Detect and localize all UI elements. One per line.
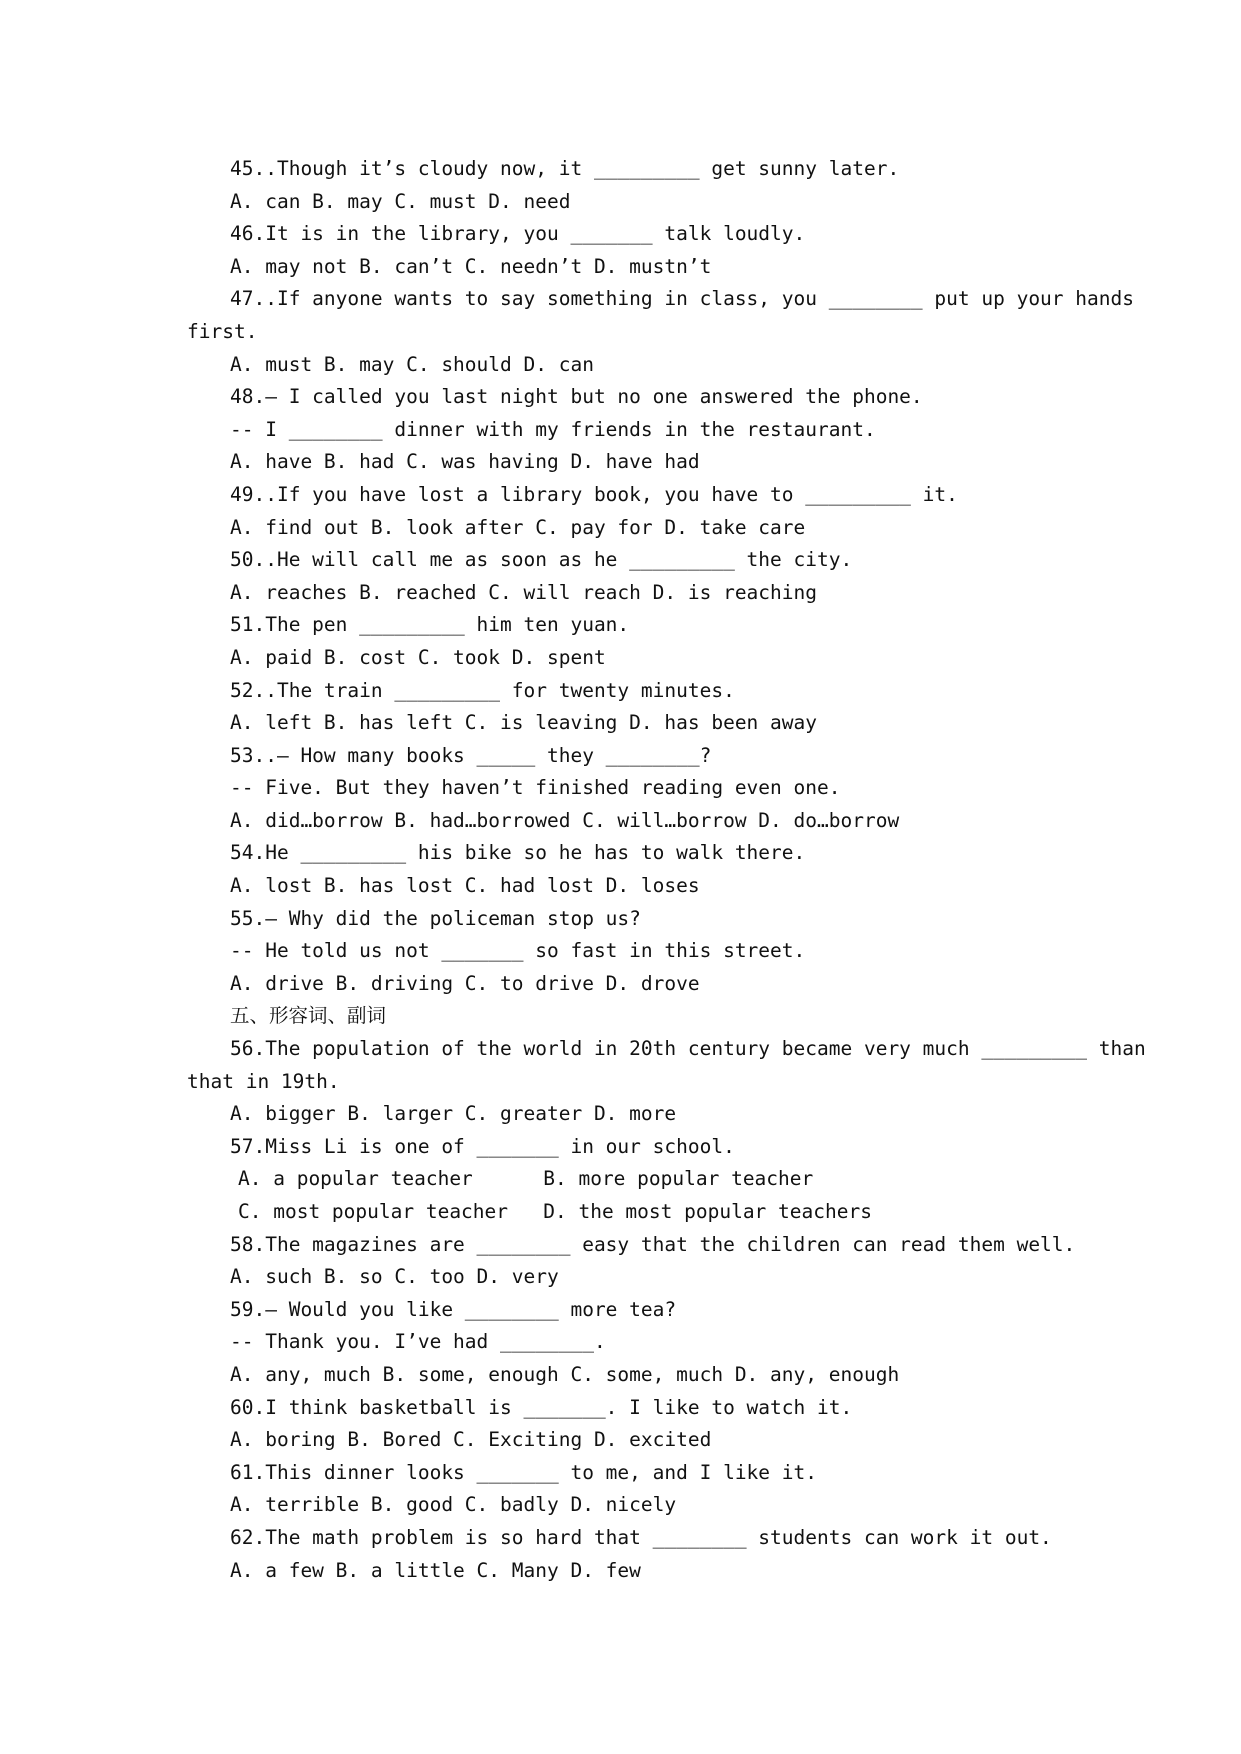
question-54: 54.He _________ his bike so he has to walk there.	[230, 841, 806, 865]
question-62: 62.The math problem is so hard that ________ students can work it out.	[230, 1525, 1052, 1549]
options-60: A. boring B. Bored C. Exciting D. excited	[230, 1428, 712, 1452]
options-52: A. left B. has left C. is leaving D. has been away	[230, 711, 817, 735]
options-57-row-2: C. most popular teacher D. the most popular teachers	[238, 1200, 872, 1223]
question-57: 57.Miss Li is one of _______ in our school.	[230, 1134, 735, 1158]
options-56: A. bigger B. larger C. greater D. more	[230, 1102, 677, 1126]
question-50: 50..He will call me as soon as he _________ the city.	[230, 548, 853, 572]
question-59-reply: -- Thank you. I’ve had ________.	[230, 1330, 606, 1354]
question-47-continued: first.	[187, 319, 258, 343]
options-49: A. find out B. look after C. pay for D. take care	[230, 515, 806, 539]
question-60: 60.I think basketball is _______. I like to watch it.	[230, 1395, 853, 1419]
question-55-reply: -- He told us not _______ so fast in this street.	[230, 939, 806, 963]
options-45: A. can B. may C. must D. need	[230, 189, 571, 213]
options-50: A. reaches B. reached C. will reach D. is reaching	[230, 580, 817, 604]
options-62: A. a few B. a little C. Many D. few	[230, 1558, 641, 1582]
question-45: 45..Though it’s cloudy now, it _________ get sunny later.	[230, 157, 900, 180]
options-47: A. must B. may C. should D. can	[230, 352, 594, 376]
question-55: 55.– Why did the policeman stop us?	[230, 906, 641, 930]
options-48: A. have B. had C. was having D. have had	[230, 450, 700, 474]
question-49: 49..If you have lost a library book, you have to _________ it.	[230, 482, 958, 506]
question-56-continued: that in 19th.	[187, 1069, 340, 1093]
options-58: A. such B. so C. too D. very	[230, 1265, 559, 1289]
options-59: A. any, much B. some, enough C. some, much D. any, enough	[230, 1362, 900, 1386]
question-59: 59.– Would you like ________ more tea?	[230, 1297, 677, 1321]
question-47: 47..If anyone wants to say something in class, you ________ put up your hands	[230, 287, 1134, 311]
exercise-list	[187, 153, 1146, 1587]
question-51: 51.The pen _________ him ten yuan.	[230, 613, 630, 637]
options-51: A. paid B. cost C. took D. spent	[230, 645, 606, 669]
question-56: 56.The population of the world in 20th century became very much _________ than	[230, 1037, 1146, 1061]
question-61: 61.This dinner looks _______ to me, and I like it.	[230, 1460, 817, 1484]
options-53: A. did…borrow B. had…borrowed C. will…borrow D. do…borrow	[230, 808, 900, 832]
question-53-reply: -- Five. But they haven’t finished reading even one.	[230, 776, 841, 800]
options-54: A. lost B. has lost C. had lost D. loses	[230, 874, 700, 898]
question-52: 52..The train _________ for twenty minutes.	[230, 678, 735, 702]
options-57-row-1: A. a popular teacher B. more popular teacher	[238, 1167, 814, 1191]
question-46: 46.It is in the library, you _______ talk loudly.	[230, 222, 806, 246]
options-61: A. terrible B. good C. badly D. nicely	[230, 1493, 677, 1517]
options-55: A. drive B. driving C. to drive D. drove	[230, 971, 700, 995]
question-53: 53..– How many books _____ they ________?	[230, 743, 712, 767]
question-48: 48.– I called you last night but no one answered the phone.	[230, 385, 923, 409]
options-46: A. may not B. can’t C. needn’t D. mustn’t	[230, 254, 712, 278]
question-58: 58.The magazines are ________ easy that the children can read them well.	[230, 1232, 1076, 1256]
section-heading: 五、形容词、副词	[230, 1004, 387, 1028]
question-48-reply: -- I ________ dinner with my friends in the restaurant.	[230, 417, 876, 441]
